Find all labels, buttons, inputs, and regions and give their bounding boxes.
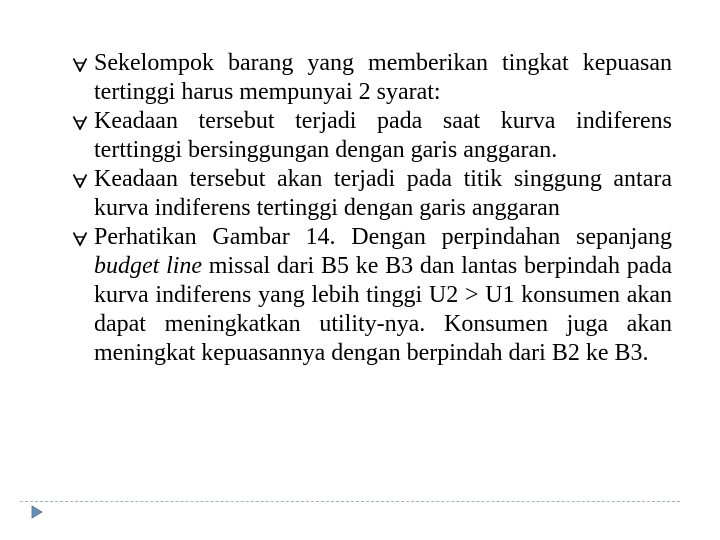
bullet-text-part-1: Perhatikan Gambar 14. Dengan perpindahan sepanjang: [94, 224, 672, 250]
bullet-text-italic: budget line: [94, 253, 203, 279]
bullet-item-2: [72, 107, 672, 165]
bullet-item-1: [72, 49, 672, 107]
bullet-text: Keadaan tersebut terjadi pada saat kurva indiferens terttinggi bersinggungan dengan garis anggaran.: [94, 108, 672, 163]
check-bullet-icon: [72, 165, 92, 194]
bullet-text: Sekelompok barang yang memberikan tingkat kepuasan tertinggi harus mempunyai 2 syarat:: [94, 50, 672, 105]
bullet-text-part-2: missal dari B5 ke B3 dan lantas berpindah pada kurva indiferens yang lebih tinggi U2 > U1 konsumen akan dapat meningkatkan utility-nya. Konsumen juga akan meningkat kepuasannya dengan berpindah dari B2 ke B3.: [94, 253, 673, 366]
bullet-list: [72, 49, 672, 368]
check-bullet-icon: [72, 223, 92, 252]
bullet-text: Keadaan tersebut akan terjadi pada titik singgung antara kurva indiferens tertinggi dengan garis anggaran: [94, 166, 672, 221]
bullet-item-3: [72, 165, 672, 223]
footer-divider: [20, 501, 680, 502]
bullet-item-4: [72, 223, 672, 368]
check-bullet-icon: [72, 107, 92, 136]
check-bullet-icon: [72, 49, 92, 78]
next-slide-arrow-icon[interactable]: [31, 505, 43, 524]
